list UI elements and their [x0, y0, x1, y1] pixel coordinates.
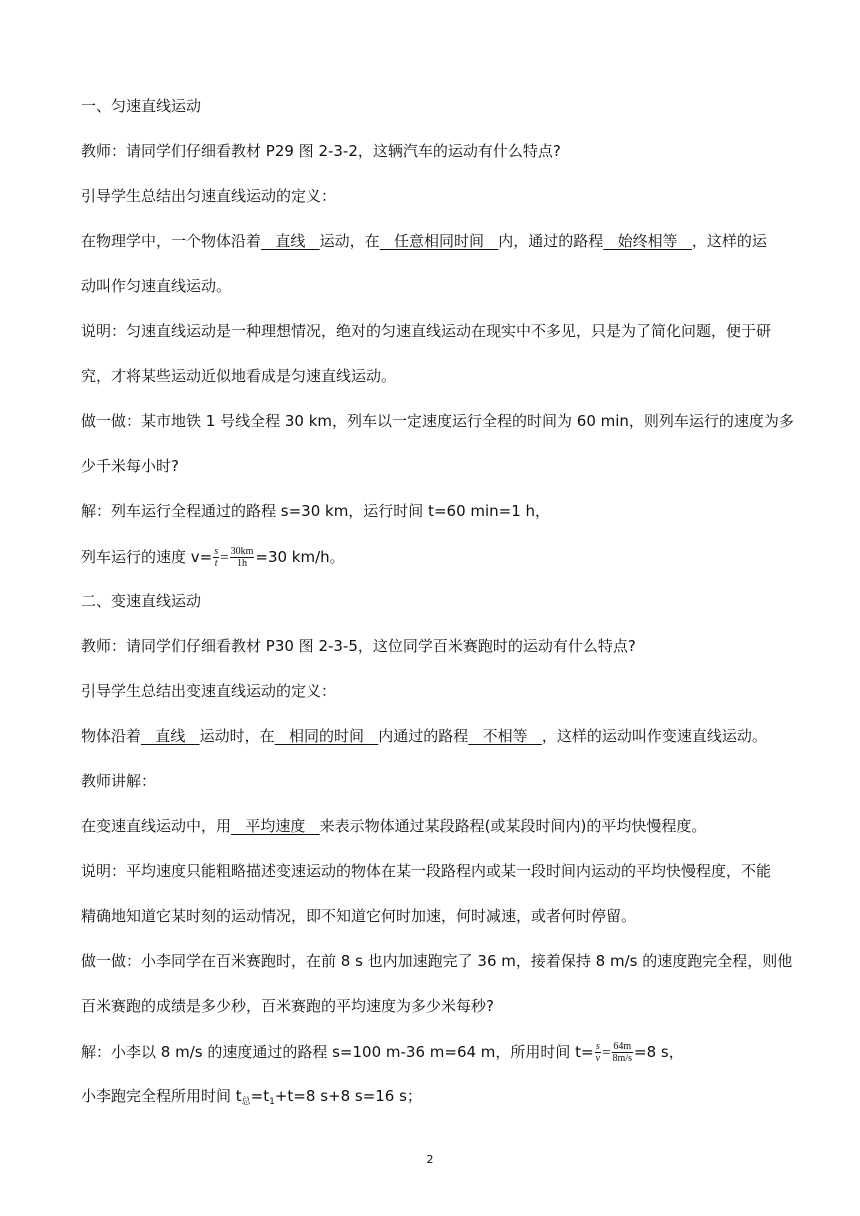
fraction-numerator: 30km [230, 546, 254, 557]
paragraph-note-1-cont: 究，才将某些运动近似地看成是匀速直线运动。 [81, 367, 397, 385]
fraction-values [230, 546, 255, 569]
exercise-1-cont: 少千米每小时? [81, 457, 179, 475]
text-segment: =t [250, 1087, 270, 1105]
fraction-numerator: 64m [613, 1041, 632, 1052]
fraction-values [612, 1041, 633, 1064]
text-segment: 列车运行的速度 v= [81, 548, 213, 566]
subscript-total: 总 [241, 1097, 251, 1107]
exercise-1: 做一做：某市地铁 1 号线全程 30 km，列车以一定速度运行全程的时间为 60 min，则列车运行的速度为多 [81, 412, 794, 430]
definition-variable-motion [81, 726, 790, 746]
exercise-2-cont: 百米赛跑的成绩是多少秒，百米赛跑的平均速度为多少米每秒? [81, 997, 494, 1015]
text-segment: =8 s， [634, 1043, 684, 1061]
fraction-s-over-v [595, 1041, 601, 1064]
paragraph-note-2-cont: 精确地知道它某时刻的运动情况，即不知道它何时加速，何时减速，或者何时停留。 [81, 907, 637, 925]
text-segment: =30 km/h。 [255, 548, 345, 566]
solution-1: 解：列车运行全程通过的路程 s=30 km，运行时间 t=60 min=1 h， [81, 502, 551, 520]
section-heading-2: 二、变速直线运动 [81, 592, 202, 610]
text-segment: 在物理学中，一个物体沿着 [81, 232, 262, 250]
fraction-numerator: s [214, 546, 219, 557]
text-segment: 小李跑完全程所用时间 t [81, 1087, 242, 1105]
blank-answer-1: 直线 [261, 232, 320, 250]
text-segment: 运动时，在 [199, 727, 275, 745]
text-segment: 运动，在 [319, 232, 380, 250]
blank-answer-3: 始终相等 [603, 232, 692, 250]
text-segment: 解：小李以 8 m/s 的速度通过的路程 s=100 m-36 m=64 m，所用时间 t= [81, 1043, 594, 1061]
solution-2-formula [81, 1041, 790, 1064]
definition-average-speed [81, 816, 790, 836]
fraction-numerator: s [595, 1041, 600, 1052]
text-segment: ，这样的运 [691, 232, 767, 250]
text-segment: 内，通过的路程 [498, 232, 604, 250]
equals-sign: = [602, 1045, 611, 1061]
paragraph-teacher-question-2: 教师：请同学们仔细看教材 P30 图 2-3-5，这位同学百米赛跑时的运动有什么特点? [81, 637, 636, 655]
blank-answer-5: 相同的时间 [274, 727, 379, 745]
paragraph-guide-2: 引导学生总结出变速直线运动的定义： [81, 682, 337, 700]
text-segment: 内通过的路程 [378, 727, 469, 745]
text-segment: +t=8 s+8 s=16 s； [274, 1087, 422, 1105]
exercise-2: 做一做：小李同学在百米赛跑时，在前 8 s 也内加速跑完了 36 m，接着保持 8 m/s 的速度跑完全程，则他 [81, 952, 793, 970]
paragraph-guide-1: 引导学生总结出匀速直线运动的定义： [81, 187, 337, 205]
paragraph-teacher-explain: 教师讲解： [81, 772, 157, 790]
fraction-s-over-t [213, 546, 219, 569]
paragraph-note-1: 说明：匀速直线运动是一种理想情况，绝对的匀速直线运动在现实中不多见，只是为了简化问题，便于研 [81, 322, 772, 340]
text-segment: 在变速直线运动中，用 [81, 817, 232, 835]
solution-1-formula [81, 546, 790, 569]
page-number: 2 [426, 1153, 434, 1166]
text-segment: 物体沿着 [81, 727, 142, 745]
solution-2-total-time [81, 1086, 790, 1112]
paragraph-teacher-question-1: 教师：请同学们仔细看教材 P29 图 2-3-2，这辆汽车的运动有什么特点? [81, 142, 561, 160]
fraction-denominator: t [214, 558, 218, 569]
paragraph-note-2: 说明：平均速度只能粗略描述变速运动的物体在某一段路程内或某一段时间内运动的平均快慢程度，不能 [81, 862, 772, 880]
blank-answer-7: 平均速度 [231, 817, 320, 835]
equals-sign: = [220, 550, 229, 566]
blank-answer-4: 直线 [141, 727, 200, 745]
text-segment: 来表示物体通过某段路程(或某段时间内)的平均快慢程度。 [319, 817, 707, 835]
text-segment: ，这样的运动叫作变速直线运动。 [541, 727, 767, 745]
fraction-denominator: 1h [236, 558, 247, 569]
fraction-denominator: 8m/s [612, 1053, 632, 1064]
definition-uniform-motion [81, 231, 790, 251]
fraction-denominator: v [595, 1053, 601, 1064]
section-heading-1: 一、匀速直线运动 [81, 97, 202, 115]
definition-uniform-motion-cont: 动叫作匀速直线运动。 [81, 277, 232, 295]
subscript-one: 1 [269, 1097, 275, 1107]
blank-answer-6: 不相等 [468, 727, 542, 745]
blank-answer-2: 任意相同时间 [379, 232, 499, 250]
